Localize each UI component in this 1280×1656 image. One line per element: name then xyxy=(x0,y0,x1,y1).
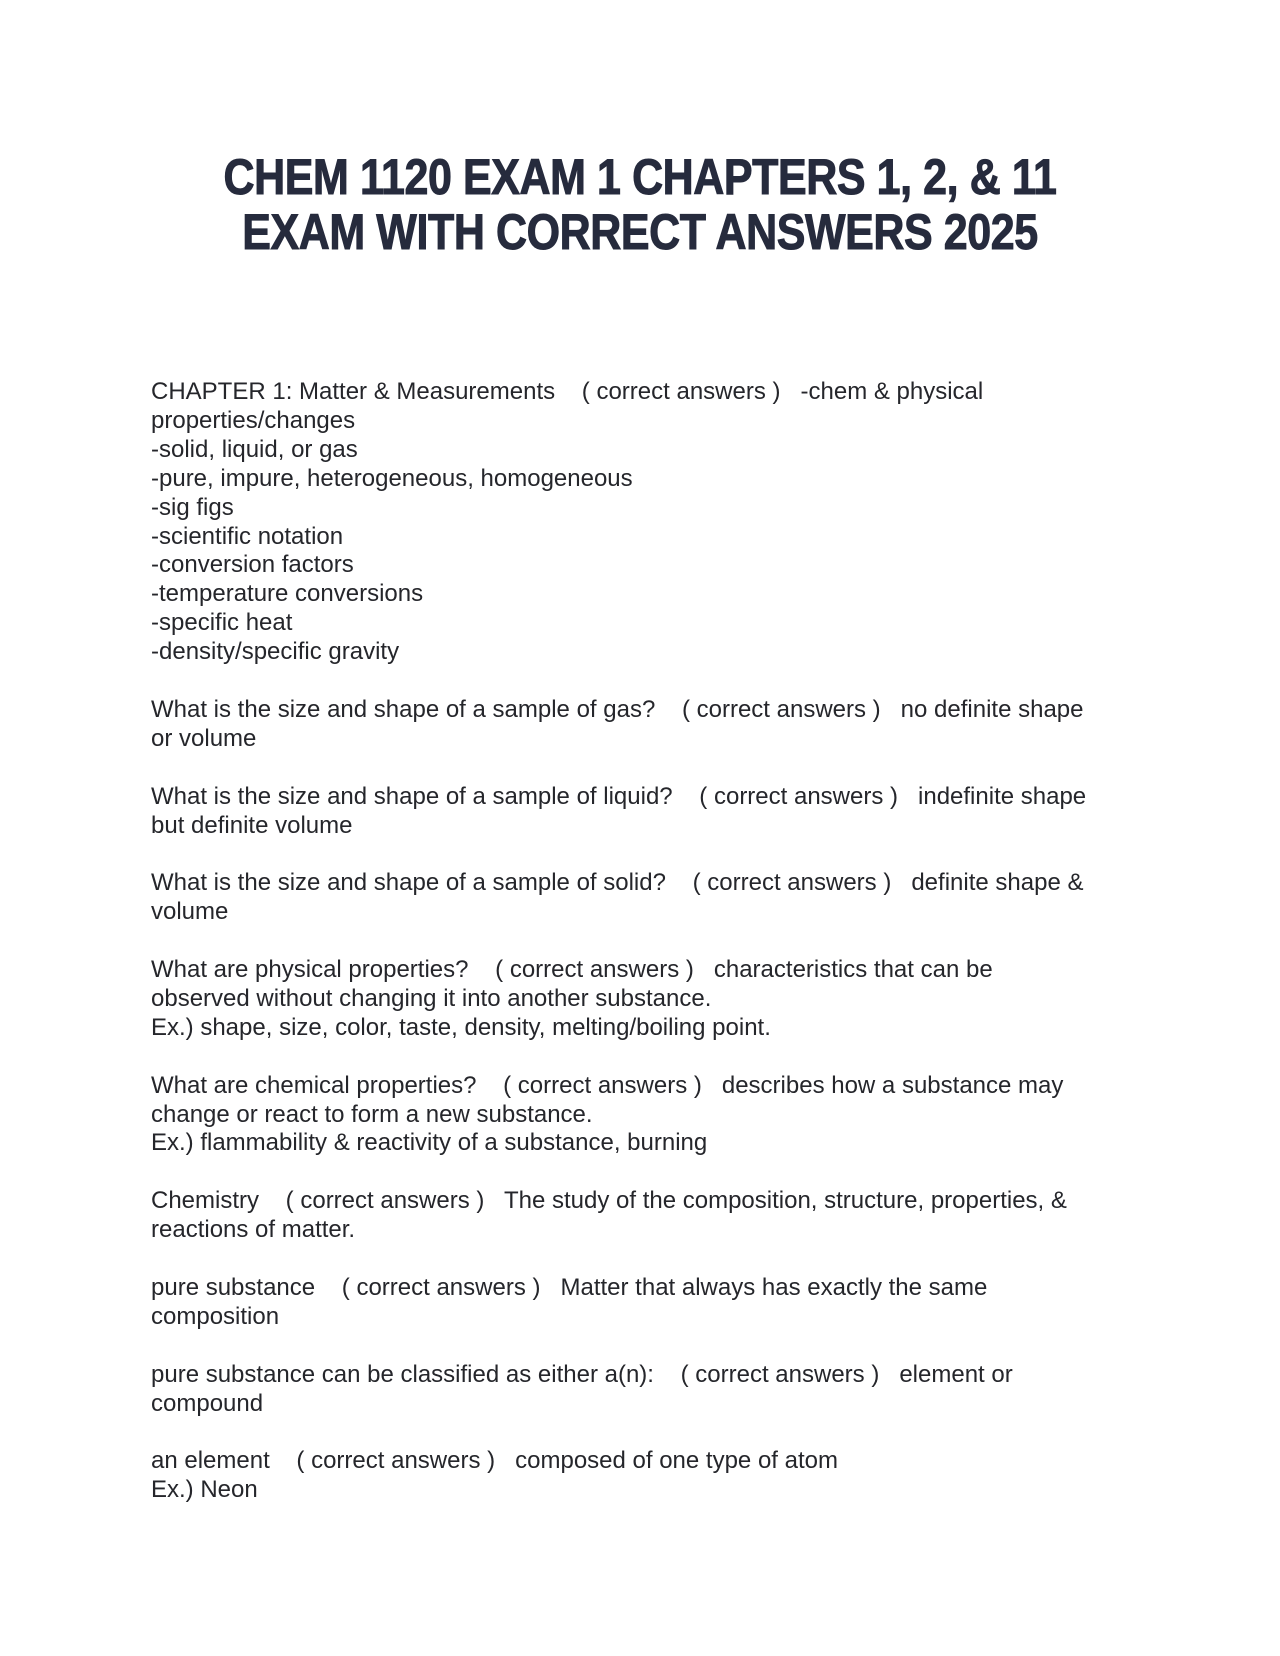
text-line: an element ( correct answers ) composed of one type of atom xyxy=(151,1447,838,1475)
title-line: EXAM WITH CORRECT ANSWERS 2025 xyxy=(242,204,1038,260)
text-line: -pure, impure, heterogeneous, homogeneous xyxy=(151,464,633,492)
qa-entry xyxy=(151,1274,1151,1332)
text-line: -temperature conversions xyxy=(151,580,424,608)
qa-entry xyxy=(151,1187,1151,1245)
text-line: composition xyxy=(151,1302,280,1330)
text-line: What are physical properties? ( correct answers ) characteristics that can be xyxy=(151,956,993,984)
qa-entry xyxy=(151,696,1151,754)
text-line: reactions of matter. xyxy=(151,1216,356,1244)
text-line: compound xyxy=(151,1389,264,1417)
qa-entry xyxy=(151,783,1151,841)
text-line: -specific heat xyxy=(151,609,293,637)
document-title xyxy=(0,150,1280,260)
title-line: CHEM 1120 EXAM 1 CHAPTERS 1, 2, & 11 xyxy=(223,149,1057,205)
text-line: What are chemical properties? ( correct answers ) describes how a substance may xyxy=(151,1071,1064,1099)
text-line: -density/specific gravity xyxy=(151,638,400,666)
text-line: pure substance can be classified as either a(n): ( correct answers ) element or xyxy=(151,1360,1013,1388)
text-line: -conversion factors xyxy=(151,551,354,579)
qa-entry xyxy=(151,1072,1151,1159)
text-line: volume xyxy=(151,898,229,926)
document-body xyxy=(151,378,1151,1534)
text-line: -scientific notation xyxy=(151,522,344,550)
text-line: Ex.) flammability & reactivity of a substance, burning xyxy=(151,1129,708,1157)
text-line: Ex.) Neon xyxy=(151,1476,258,1504)
text-line: What is the size and shape of a sample of gas? ( correct answers ) no definite shape xyxy=(151,695,1084,723)
qa-entry xyxy=(151,956,1151,1043)
qa-entry xyxy=(151,1361,1151,1419)
text-line: -solid, liquid, or gas xyxy=(151,435,358,463)
text-line: but definite volume xyxy=(151,811,353,839)
text-line: What is the size and shape of a sample of solid? ( correct answers ) definite shape & xyxy=(151,869,1084,897)
text-line: -sig figs xyxy=(151,493,234,521)
text-line: or volume xyxy=(151,724,257,752)
qa-entry xyxy=(151,869,1151,927)
chapter-overview xyxy=(151,378,1151,667)
text-line: pure substance ( correct answers ) Matter that always has exactly the same xyxy=(151,1273,988,1301)
text-line: What is the size and shape of a sample of liquid? ( correct answers ) indefinite shape xyxy=(151,782,1087,810)
text-line: observed without changing it into another substance. xyxy=(151,984,712,1012)
qa-entry xyxy=(151,1447,1151,1505)
text-line: Ex.) shape, size, color, taste, density, melting/boiling point. xyxy=(151,1013,771,1041)
text-line: change or react to form a new substance. xyxy=(151,1100,593,1128)
text-line: Chemistry ( correct answers ) The study of the composition, structure, properties, & xyxy=(151,1187,1067,1215)
text-line: properties/changes xyxy=(151,406,356,434)
text-line: CHAPTER 1: Matter & Measurements ( correct answers ) -chem & physical xyxy=(151,378,984,405)
